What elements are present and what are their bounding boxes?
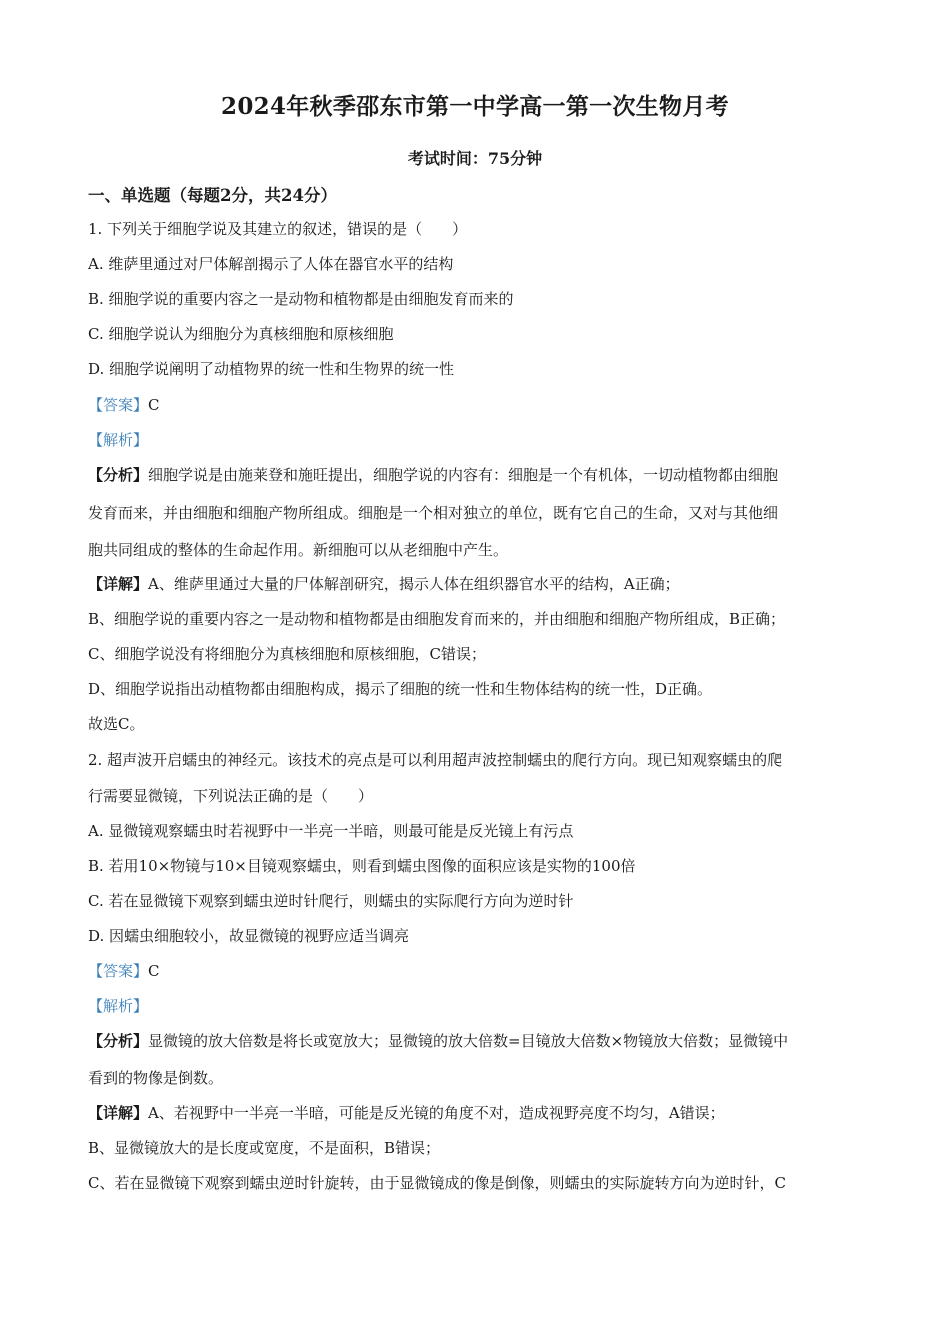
q2-analysis-label: 【解析】 [88, 997, 149, 1015]
page-title: 2024年秋季邵东市第一中学高一第一次生物月考 [221, 93, 729, 120]
q2-analysis-tag [88, 996, 878, 1016]
q1-option-b: B. 细胞学说的重要内容之一是动物和植物都是由细胞发育而来的 [88, 290, 514, 308]
q1-option-a: A. 维萨里通过对尸体解剖揭示了人体在器官水平的结构 [88, 255, 454, 273]
q2-answer-tag: 【答案】 [88, 962, 149, 980]
q2-fenxi-line-1 [88, 1031, 878, 1051]
q1-conclusion: 故选C。 [88, 715, 145, 733]
q2-fenxi-tag: 【分析】 [88, 1032, 149, 1050]
q1-analysis-label: 【解析】 [88, 431, 149, 449]
q1-xiangjie-line-3: C、细胞学说没有将细胞分为真核细胞和原核细胞，C错误； [88, 645, 486, 663]
q1-fenxi-line-3: 胞共同组成的整体的生命起作用。新细胞可以从老细胞中产生。 [88, 541, 509, 559]
section-heading: 一、单选题（每题2分，共24分） [88, 186, 337, 205]
q2-option-d: D. 因蠕虫细胞较小，故显微镜的视野应适当调亮 [88, 927, 410, 945]
q1-fenxi-line-2: 发育而来，并由细胞和细胞产物所组成。细胞是一个相对独立的单位，既有它自己的生命，又对与其他细 [88, 504, 779, 522]
exam-duration: 考试时间：75分钟 [407, 149, 543, 168]
q2-stem-line-2: 行需要显微镜，下列说法正确的是（ ） [88, 787, 374, 805]
q1-fenxi-tag: 【分析】 [88, 466, 149, 484]
q2-answer-value: C [148, 962, 160, 980]
q1-analysis-tag [88, 430, 878, 450]
q1-xiangjie-line-4: D、细胞学说指出动植物都由细胞构成，揭示了细胞的统一性和生物体结构的统一性，D正确。 [88, 680, 713, 698]
q1-stem: 1. 下列关于细胞学说及其建立的叙述，错误的是（ ） [88, 220, 468, 238]
q1-answer-value: C [148, 396, 160, 414]
q1-option-d: D. 细胞学说阐明了动植物界的统一性和生物界的统一性 [88, 360, 455, 378]
q2-answer [88, 961, 878, 981]
q1-xiangjie-text-1: A、维萨里通过大量的尸体解剖研究，揭示人体在组织器官水平的结构，A正确； [148, 575, 680, 593]
q2-xiangjie-line-2: B、显微镜放大的是长度或宽度，不是面积，B错误； [88, 1139, 441, 1157]
q1-answer-tag: 【答案】 [88, 396, 149, 414]
q2-stem-line-1: 2. 超声波开启蠕虫的神经元。该技术的亮点是可以利用超声波控制蠕虫的爬行方向。现已知观察蠕虫的爬 [88, 751, 783, 769]
q1-xiangjie-line-2: B、细胞学说的重要内容之一是动物和植物都是由细胞发育而来的，并由细胞和细胞产物所组成，B正确； [88, 610, 786, 628]
q2-xiangjie-line-3: C、若在显微镜下观察到蠕虫逆时针旋转，由于显微镜成的像是倒像，则蠕虫的实际旋转方向为逆时针，C [88, 1174, 786, 1192]
q1-fenxi-line-1 [88, 465, 878, 485]
q2-option-b: B. 若用10×物镜与10×目镜观察蠕虫，则看到蠕虫图像的面积应该是实物的100倍 [88, 857, 636, 875]
q2-option-a: A. 显微镜观察蠕虫时若视野中一半亮一半暗，则最可能是反光镜上有污点 [88, 822, 574, 840]
q1-xiangjie-line-1 [88, 574, 878, 594]
q1-fenxi-text-1: 细胞学说是由施莱登和施旺提出，细胞学说的内容有：细胞是一个有机体，一切动植物都由细胞 [148, 466, 779, 484]
q2-fenxi-text-1: 显微镜的放大倍数是将长或宽放大；显微镜的放大倍数=目镜放大倍数×物镜放大倍数；显微镜中 [148, 1032, 789, 1050]
q1-xiangjie-tag: 【详解】 [88, 575, 149, 593]
q1-option-c: C. 细胞学说认为细胞分为真核细胞和原核细胞 [88, 325, 394, 343]
q1-answer [88, 395, 878, 415]
q2-xiangjie-tag: 【详解】 [88, 1104, 149, 1122]
q2-xiangjie-text-1: A、若视野中一半亮一半暗，可能是反光镜的角度不对，造成视野亮度不均匀，A错误； [148, 1104, 725, 1122]
q2-fenxi-line-2: 看到的物像是倒数。 [88, 1069, 224, 1087]
q2-xiangjie-line-1 [88, 1103, 878, 1123]
q2-option-c: C. 若在显微镜下观察到蠕虫逆时针爬行，则蠕虫的实际爬行方向为逆时针 [88, 892, 574, 910]
